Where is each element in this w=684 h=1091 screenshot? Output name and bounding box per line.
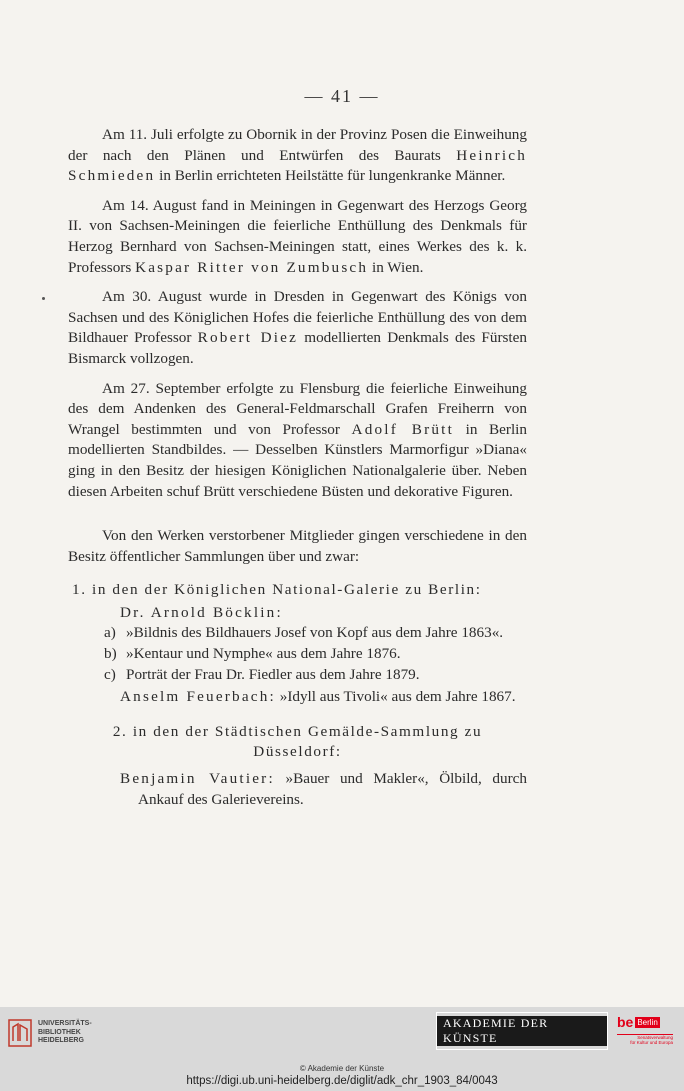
- heidelberg-library-logo[interactable]: [8, 1019, 92, 1047]
- paragraph-3-text-b: modellierten Denkmals des Fürsten Bismarck vollzogen.: [68, 329, 527, 367]
- section-2-heading-line-1: [68, 722, 527, 743]
- body-text: [68, 125, 527, 810]
- list-item-text: Porträt der Frau Dr. Fiedler aus dem Jahre 1879.: [126, 665, 420, 683]
- university-name: [38, 1020, 92, 1046]
- artist-boecklin: Dr. Arnold Böcklin:: [120, 603, 283, 621]
- person-name-diez: Robert Diez: [197, 329, 299, 347]
- university-line-2: BIBLIOTHEK: [38, 1028, 81, 1036]
- university-line-1: UNIVERSITÄTS-: [38, 1020, 92, 1028]
- list-item: [104, 623, 527, 644]
- berlin-subtitle: [617, 1034, 673, 1045]
- paragraph-2: [68, 196, 527, 278]
- university-line-3: HEIDELBERG: [38, 1037, 84, 1045]
- paragraph-4: [68, 379, 527, 503]
- vautier-entry: [120, 769, 527, 810]
- vautier-work: »Bauer und Makler«, Ölbild, durch Ankauf des Galerievereins.: [138, 770, 527, 808]
- feuerbach-work: »Idyll aus Tivoli« aus dem Jahre 1867.: [275, 688, 516, 706]
- paragraph-1: [68, 125, 527, 187]
- permalink-url[interactable]: https://digi.ub.uni-heidelberg.de/diglit/adk_chr_1903_84/0043: [186, 1075, 498, 1087]
- akademie-logo[interactable]: [436, 1016, 608, 1046]
- paragraph-2-text-b: in Wien.: [368, 258, 424, 276]
- paragraph-3: [68, 287, 527, 369]
- section-2-title: in den der Städtischen Gemälde-Sammlung zu: [132, 722, 483, 740]
- list-item-label: a): [104, 624, 116, 642]
- list-item-text: »Bildnis des Bildhauers Josef von Kopf aus dem Jahre 1863«.: [126, 624, 504, 642]
- margin-dot: [42, 297, 45, 300]
- list-item-text: »Kentaur und Nymphe« aus dem Jahre 1876.: [126, 645, 401, 663]
- section-national-galerie: [68, 580, 527, 708]
- akademie-label: AKADEMIE DER KÜNSTE: [436, 1012, 608, 1050]
- section-duesseldorf: [68, 722, 527, 810]
- section-1-body: [68, 603, 527, 708]
- list-item-label: b): [104, 645, 117, 663]
- list-item-label: c): [104, 665, 116, 683]
- section-2-number: 2.: [112, 722, 128, 740]
- list-item: [104, 665, 527, 686]
- section-2-heading-line-2: Düsseldorf:: [253, 743, 342, 761]
- list-item: [104, 644, 527, 665]
- viewer-footer: [0, 1007, 684, 1091]
- section-1-title: in den der Königlichen National-Galerie zu Berlin:: [92, 581, 482, 599]
- person-name-bruett: Adolf Brütt: [351, 420, 454, 438]
- berlin-box: Berlin: [637, 1017, 658, 1027]
- paragraph-2-text-a: Am 14. August fand in Meiningen in Gegenwart des Herzogs Georg II. von Sachsen-Meiningen die feierliche Enthüllung des Denkmals für Herzog Bernhard von Sachsen-Meiningen statt, eines Werkes des k. k. Professors: [68, 196, 527, 276]
- artist-vautier: Benjamin Vautier:: [120, 770, 275, 788]
- page-number: — 41 —: [304, 86, 380, 106]
- paragraph-5: Von den Werken verstorbener Mitglieder gingen verschiedene in den Besitz öffentlicher Sammlungen über und zwar:: [68, 527, 527, 565]
- paragraph-4-text-a: Am 27. September erfolgte zu Flensburg die feierliche Einweihung des dem Andenken des General-Feldmarschall Grafen Freiherrn von Wrangel bestimmten und von Professor: [68, 379, 527, 438]
- paragraph-4-text-b: in Berlin modellierten Standbildes. — Desselben Künstlers Marmorfigur »Diana« ging in den Besitz der hiesigen Königlichen Nationalgalerie über. Neben diesen Arbeiten schuf Brütt verschiedene Büsten und dekorative Figuren.: [68, 420, 527, 500]
- paragraph-1-text-a: Am 11. Juli erfolgte zu Obornik in der Provinz Posen die Einweihung der nach den Plänen und Entwürfen des Baurats: [68, 126, 527, 164]
- feuerbach-entry: [120, 687, 527, 708]
- berlin-subtitle-line-1: Senatsverwaltung: [637, 1035, 673, 1040]
- person-name-schmieden: Heinrich Schmieden: [68, 146, 527, 185]
- paragraph-1-text-b: in Berlin errichteten Heilstätte für lungenkranke Männer.: [155, 167, 506, 185]
- artist-feuerbach: Anselm Feuerbach:: [120, 688, 276, 706]
- berlin-senate-logo[interactable]: [617, 1014, 673, 1058]
- section-1-number: 1.: [72, 581, 87, 599]
- berlin-logo-row: [617, 1014, 673, 1030]
- heidelberg-lion-icon: [8, 1019, 32, 1047]
- paragraph-3-text-a: Am 30. August wurde in Dresden in Gegenwart des Königs von Sachsen und des Königlichen Hofes die feierliche Enthüllung des von dem Bildhauer Professor: [68, 288, 527, 347]
- berlin-subtitle-line-2: für Kultur und Europa: [630, 1040, 673, 1045]
- berlin-be-mark: be: [617, 1014, 634, 1030]
- person-name-zumbusch: Kaspar Ritter von Zumbusch: [135, 258, 369, 276]
- copyright-notice: © Akademie der Künste: [299, 1064, 385, 1073]
- section-1-heading: [68, 580, 527, 601]
